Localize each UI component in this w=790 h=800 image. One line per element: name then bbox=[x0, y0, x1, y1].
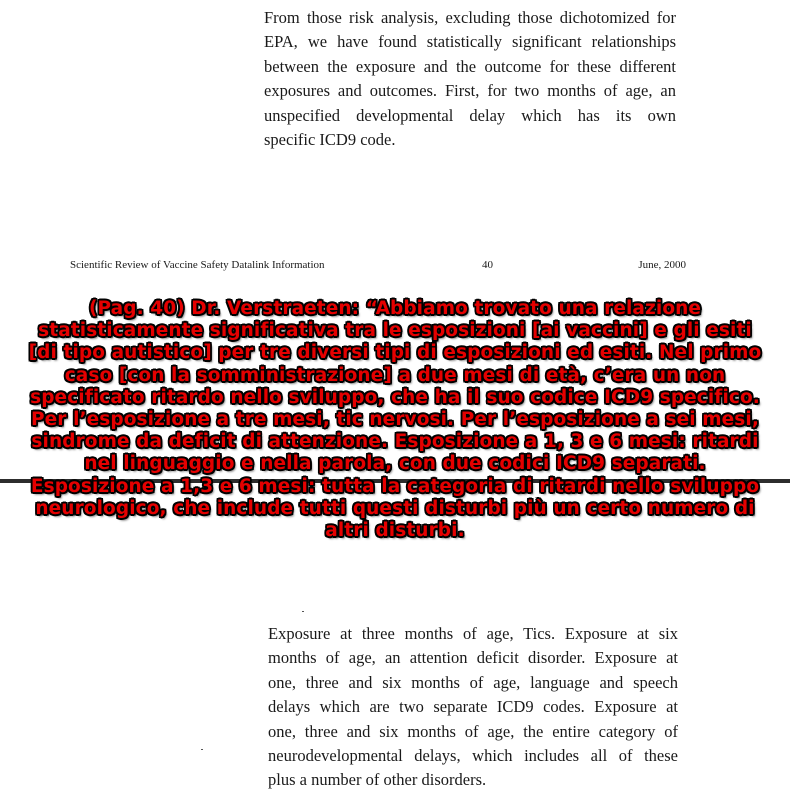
text-line: From those risk analysis, excluding those dichotomized for bbox=[264, 8, 676, 27]
text-line: neurodevelopmental delays, which includes all of these bbox=[268, 746, 678, 766]
footer-title: Scientific Review of Vaccine Safety Datalink Information bbox=[70, 259, 325, 271]
text-line: unspecified developmental delay which has its own bbox=[264, 105, 676, 125]
transcript-paragraph-bottom bbox=[268, 622, 678, 793]
text-line: delays which are two separate ICD9 codes. Exposure at bbox=[268, 697, 678, 717]
italian-translation-caption bbox=[0, 298, 790, 542]
caption-line: Esposizione a 1,3 e 6 mesi: tutta la categoria di ritardi nello sviluppo bbox=[30, 475, 760, 497]
page-footer bbox=[70, 258, 686, 272]
caption-line: [di tipo autistico] per tre diversi tipi di esposizioni ed esiti. Nel primo bbox=[28, 342, 762, 364]
text-line: Exposure at three months of age, Tics. Exposure at six bbox=[268, 624, 678, 643]
caption-line: altri disturbi. bbox=[325, 520, 465, 542]
caption-line: sindrome da deficit di attenzione. Esposizione a 1, 3 e 6 mesi: ritardi bbox=[31, 431, 759, 453]
scan-speck bbox=[302, 611, 304, 612]
text-line: EPA, we have found statistically significant relationships bbox=[264, 32, 676, 52]
footer-date: June, 2000 bbox=[638, 259, 686, 271]
caption-line: Per l’esposizione a tre mesi, tic nervosi. Per l’esposizione a sei mesi, bbox=[31, 409, 759, 431]
transcript-paragraph-top bbox=[264, 6, 676, 152]
caption-line: neurologico, che include tutti questi disturbi più un certo numero di bbox=[35, 497, 755, 519]
scan-speck bbox=[201, 749, 203, 750]
caption-line: nel linguaggio e nella parola, con due codici ICD9 separati. bbox=[84, 453, 706, 475]
caption-line: caso [con la somministrazione] a due mesi di età, c’era un non bbox=[64, 364, 726, 386]
text-line: months of age, an attention deficit disorder. Exposure at bbox=[268, 648, 678, 668]
caption-line: specificato ritardo nello sviluppo, che ha il suo codice ICD9 specifico. bbox=[30, 386, 760, 408]
text-line: exposures and outcomes. First, for two months of age, an bbox=[264, 81, 676, 101]
text-line: specific ICD9 code. bbox=[264, 130, 396, 150]
text-line: between the exposure and the outcome for these different bbox=[264, 56, 676, 76]
text-line: plus a number of other disorders. bbox=[268, 770, 487, 790]
text-line: one, three and six months of age, language and speech bbox=[268, 672, 678, 692]
text-line: one, three and six months of age, the entire category of bbox=[268, 721, 678, 741]
caption-line: (Pag. 40) Dr. Verstraeten: “Abbiamo trovato una relazione bbox=[88, 298, 702, 319]
caption-line: statisticamente significativa tra le esposizioni [ai vaccini] e gli esiti bbox=[38, 320, 752, 342]
footer-page-number: 40 bbox=[482, 259, 493, 271]
